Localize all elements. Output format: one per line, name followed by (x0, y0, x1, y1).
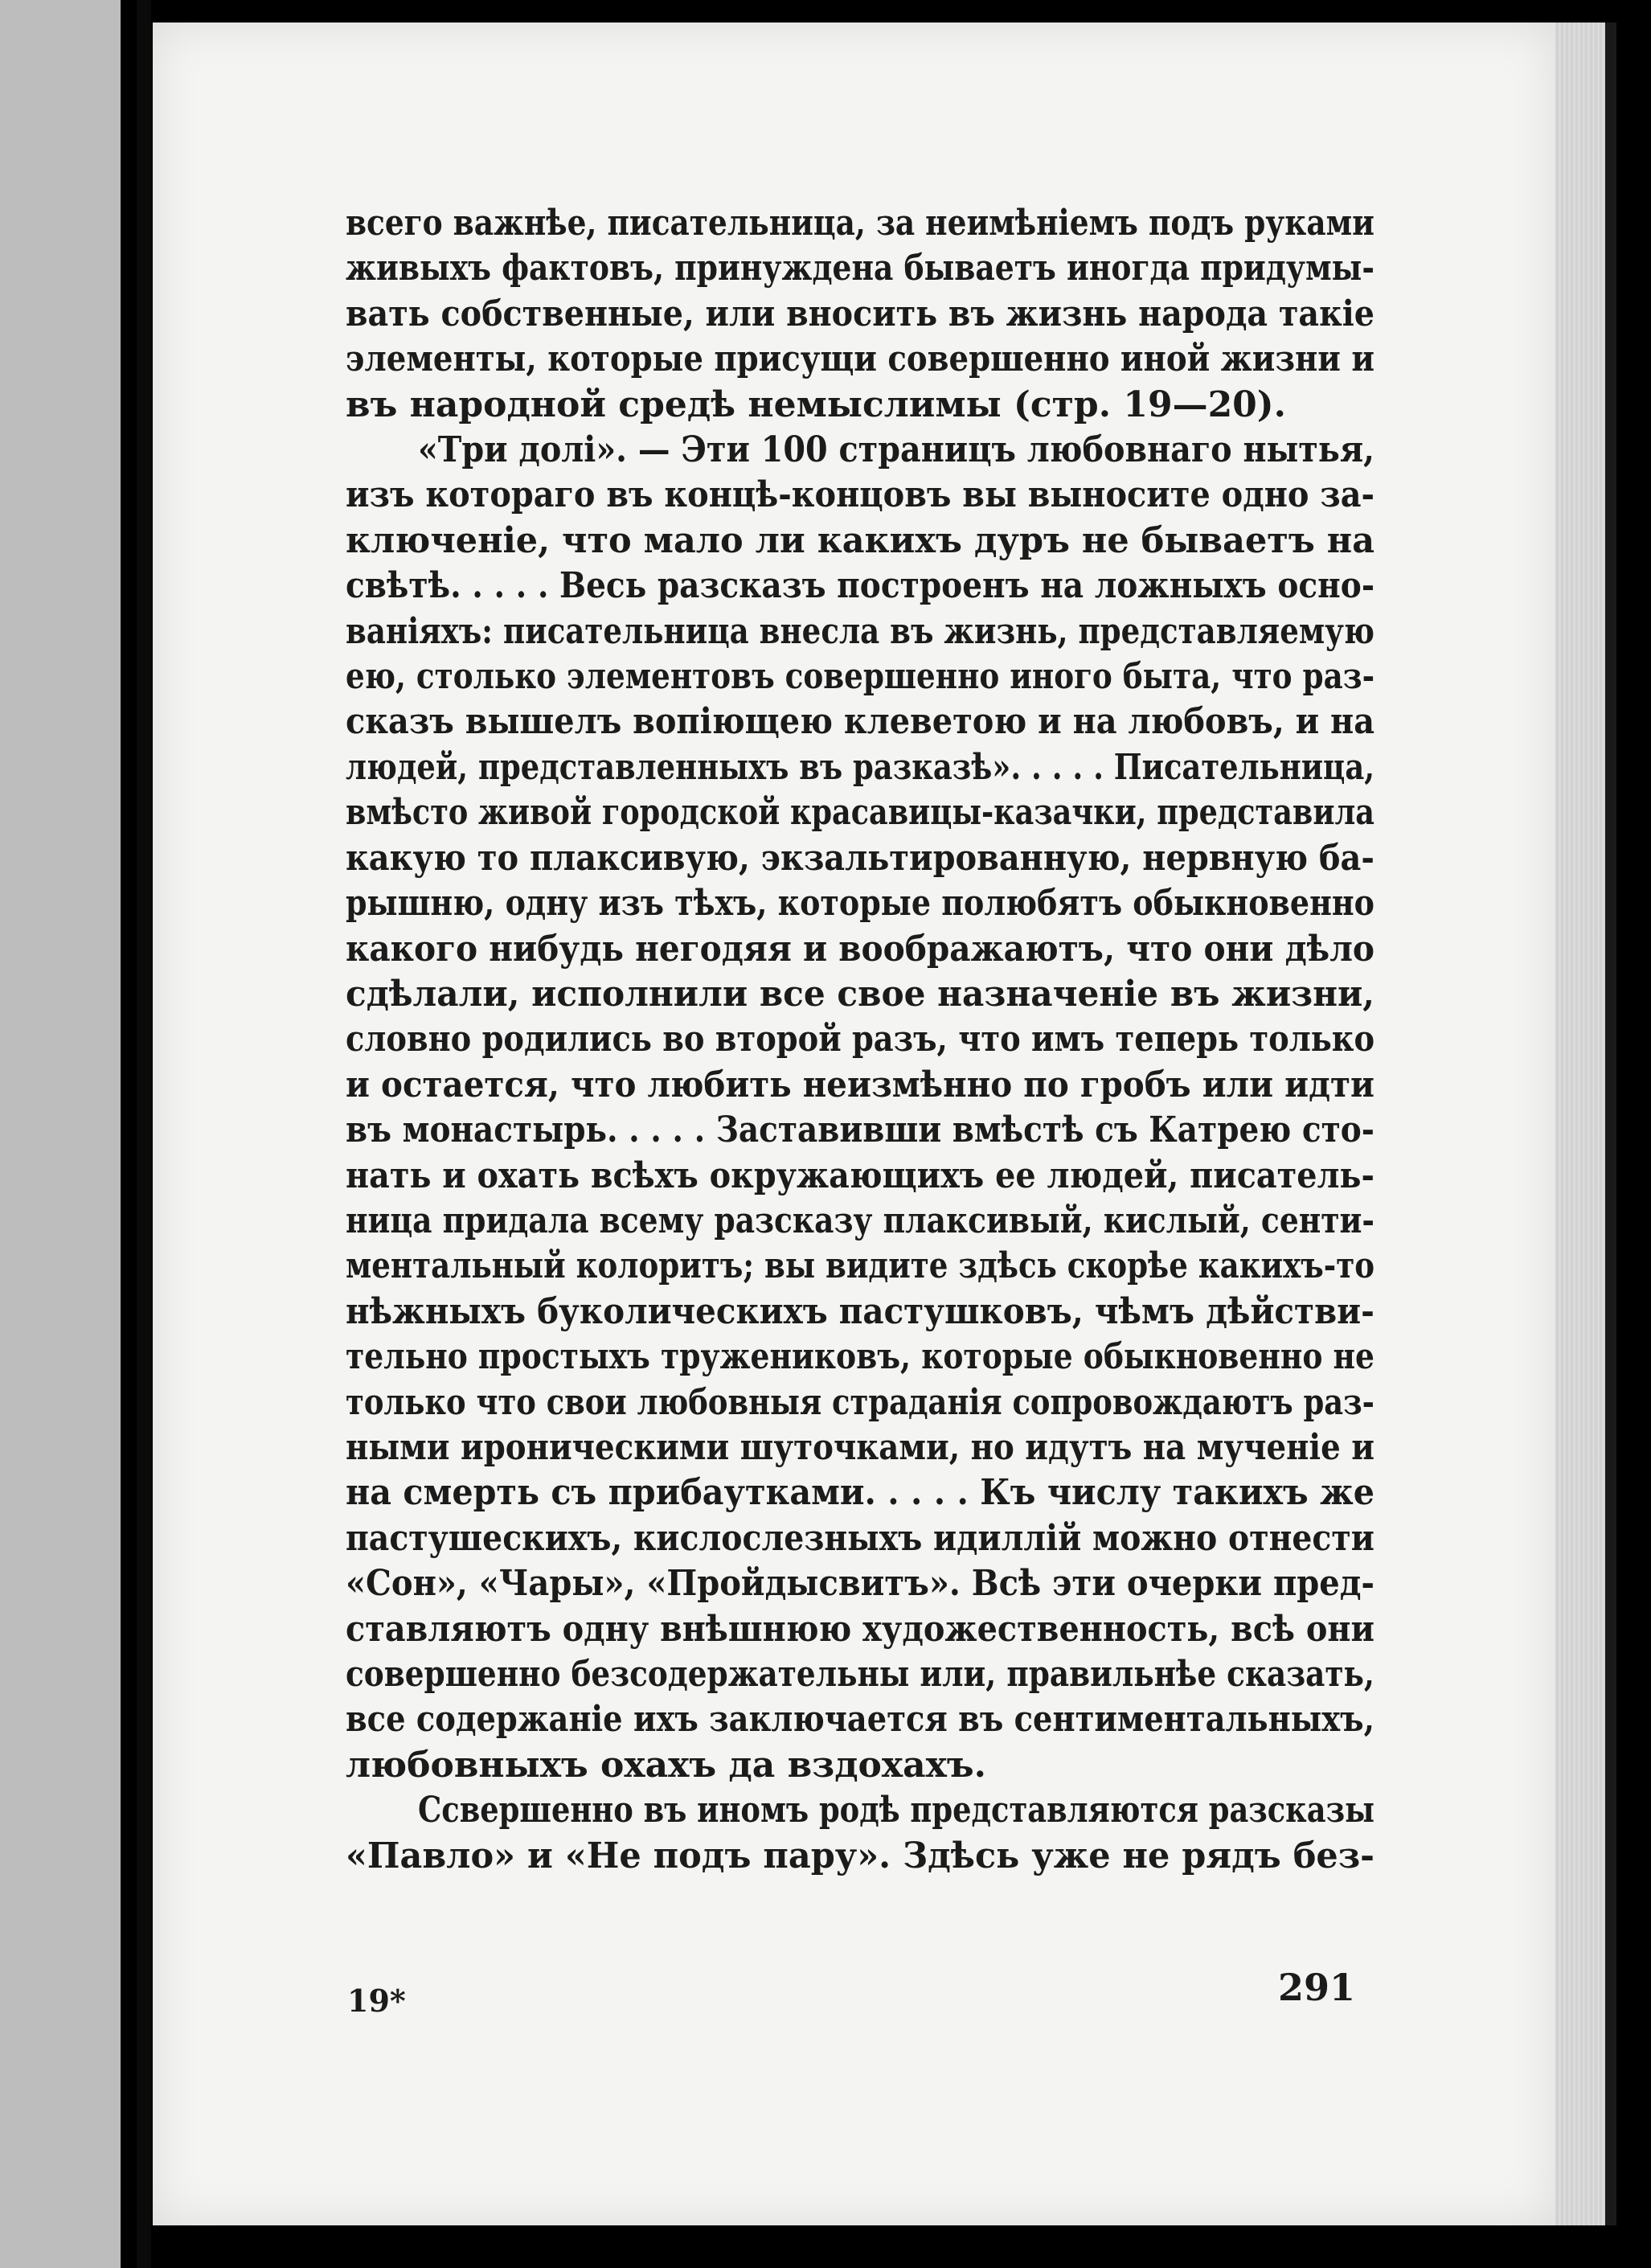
text-line: живыхъ фактовъ, принуждена бываетъ иногда придумы- (346, 248, 1374, 289)
text-line: ключеніе, что мало ли какихъ дуръ не бываетъ на (346, 519, 1375, 561)
page-number: 291 (1278, 1966, 1356, 2009)
text-line: сдѣлали, исполнили все свое назначеніе въ жизни, (346, 973, 1374, 1015)
text-line: ваніяхъ: писательница внесла въ жизнь, представляемую (346, 610, 1375, 652)
text-line: ментальный колоритъ; вы видите здѣсь скорѣе какихъ-то (346, 1245, 1375, 1287)
text-line: «Павло» и «Не подъ пару». Здѣсь уже не рядъ без- (346, 1835, 1375, 1876)
text-line: ею, столько элементовъ совершенно иного быта, что раз- (346, 656, 1375, 698)
paragraph-start-line: «Три долі». — Эти 100 страницъ любовнаго нытья, (418, 429, 1374, 471)
left-page-edge (0, 0, 121, 2268)
text-line: сказъ вышелъ вопіющею клеветою и на любовъ, и на (346, 701, 1375, 743)
paragraph-start-line: Ссвершенно въ иномъ родѣ представляются разсказы (418, 1790, 1374, 1831)
text-line: ница придала всему разсказу плаксивый, кислый, сенти- (346, 1200, 1375, 1241)
text-line: всего важнѣе, писательница, за неимѣніемъ подъ руками (346, 203, 1374, 244)
text-line: вать собственные, или вносить въ жизнь народа такіе (346, 293, 1375, 334)
text-line: какого нибудь негодяя и воображаютъ, что они дѣло (346, 928, 1375, 970)
signature-mark: 19* (347, 1983, 406, 2019)
text-line: вмѣсто живой городской красавицы-казачки, представила (346, 792, 1374, 834)
text-line: только что свои любовныя страданія сопровождаютъ раз- (346, 1381, 1374, 1423)
text-line: ными ироническими шуточками, но идутъ на мученіе и (346, 1426, 1374, 1468)
text-line: какую то плаксивую, экзальтированную, нервную ба- (346, 837, 1374, 879)
book-binding-shadow (137, 0, 151, 2268)
body-text (346, 201, 1374, 1879)
text-line: свѣтѣ. . . . . Весь разсказъ построенъ на ложныхъ осно- (346, 565, 1375, 607)
text-line: нѣжныхъ буколическихъ пастушковъ, чѣмъ дѣйстви- (346, 1290, 1374, 1332)
text-line: «Сон», «Чары», «Пройдысвитъ». Всѣ эти очерки пред- (346, 1563, 1375, 1605)
text-line: людей, представленныхъ въ разказѣ». . . . . Писательница, (346, 746, 1375, 788)
text-line: совершенно безсодержательны или, правильнѣе сказать, (346, 1654, 1374, 1695)
text-line: пастушескихъ, кислослезныхъ идиллій можно отнести (346, 1517, 1374, 1559)
text-line: въ монастырь. . . . . Заставивши вмѣстѣ съ Катрею сто- (346, 1109, 1374, 1151)
text-line: словно родились во второй разъ, что имъ теперь только (346, 1019, 1375, 1060)
text-line: рышню, одну изъ тѣхъ, которые полюбятъ обыкновенно (346, 883, 1374, 925)
text-line: на смерть съ прибаутками. . . . . Къ числу такихъ же (346, 1472, 1375, 1514)
text-line: изъ котораго въ концѣ-концовъ вы выносите одно за- (346, 474, 1375, 516)
text-line: тельно простыхъ тружениковъ, которые обыкновенно не (346, 1336, 1374, 1378)
text-line: и остается, что любить неизмѣнно по гробъ или идти (346, 1064, 1374, 1105)
text-line: въ народной средѣ немыслимы (стр. 19—20). (346, 383, 1286, 425)
text-line: ставляютъ одну внѣшнюю художественность, всѣ они (346, 1608, 1375, 1650)
text-line: элементы, которые присущи совершенно иной жизни и (346, 338, 1374, 380)
text-line: любовныхъ охахъ да вздохахъ. (346, 1744, 986, 1786)
right-page-stack-edge (1555, 23, 1605, 2225)
right-dark-border (1605, 23, 1616, 2225)
text-line: нать и охать всѣхъ окружающихъ ее людей, писатель- (346, 1155, 1375, 1196)
text-line: все содержаніе ихъ заключается въ сентиментальныхъ, (346, 1699, 1374, 1741)
